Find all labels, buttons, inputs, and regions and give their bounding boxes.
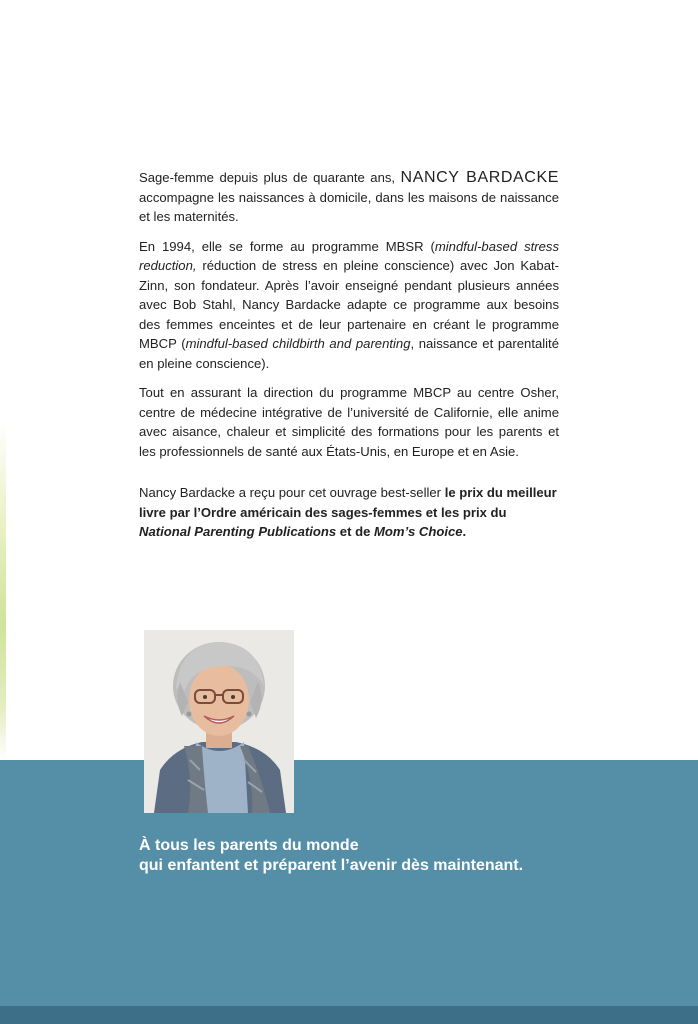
author-photo (144, 630, 294, 813)
side-color-strip (0, 420, 6, 760)
bio-paragraph-1: Sage-femme depuis plus de quarante ans, NANCY BARDACKE accompagne les naissances à domicile, dans les maisons de naissance et les maternités. (139, 169, 559, 224)
bio-paragraph-2: En 1994, elle se forme au programme MBSR (mindful-based stress reduction, réduction de stress en pleine conscience) avec Jon Kabat-Zinn, son fondateur. Après l’avoir enseigné pendant plusieurs années avec Bob Stahl, Nancy Bardacke adapte ce programme aux besoins des femmes enceintes et de leur partenaire en créant le programme MBCP (mindful-based childbirth and parenting, naissance et parentalité en pleine conscience). (139, 238, 559, 371)
dedication-line-2: qui enfantent et préparent l’avenir dès maintenant. (139, 857, 524, 874)
bottom-color-band (0, 760, 698, 1006)
dedication-line-1: À tous les parents du monde (139, 837, 359, 854)
bio-paragraph-3: Tout en assurant la direction du programme MBCP au centre Osher, centre de médecine intégrative de l’université de Californie, elle anime avec aisance, chaleur et simplicité des formations pour les parents et les professionnels de santé aux États-Unis, en Europe et en Asie. (139, 385, 559, 459)
bottom-dark-bar (0, 1006, 698, 1024)
author-name: NANCY BARDACKE (400, 169, 559, 186)
dedication (139, 836, 659, 876)
author-bio (139, 168, 559, 552)
bio-paragraph-4: Nancy Bardacke a reçu pour cet ouvrage best-seller le prix du meilleur livre par l’Ordre américain des sages-femmes et les prix du National Parenting Publications et de Mom’s Choice. (139, 485, 557, 539)
author-portrait-illustration (144, 630, 294, 813)
